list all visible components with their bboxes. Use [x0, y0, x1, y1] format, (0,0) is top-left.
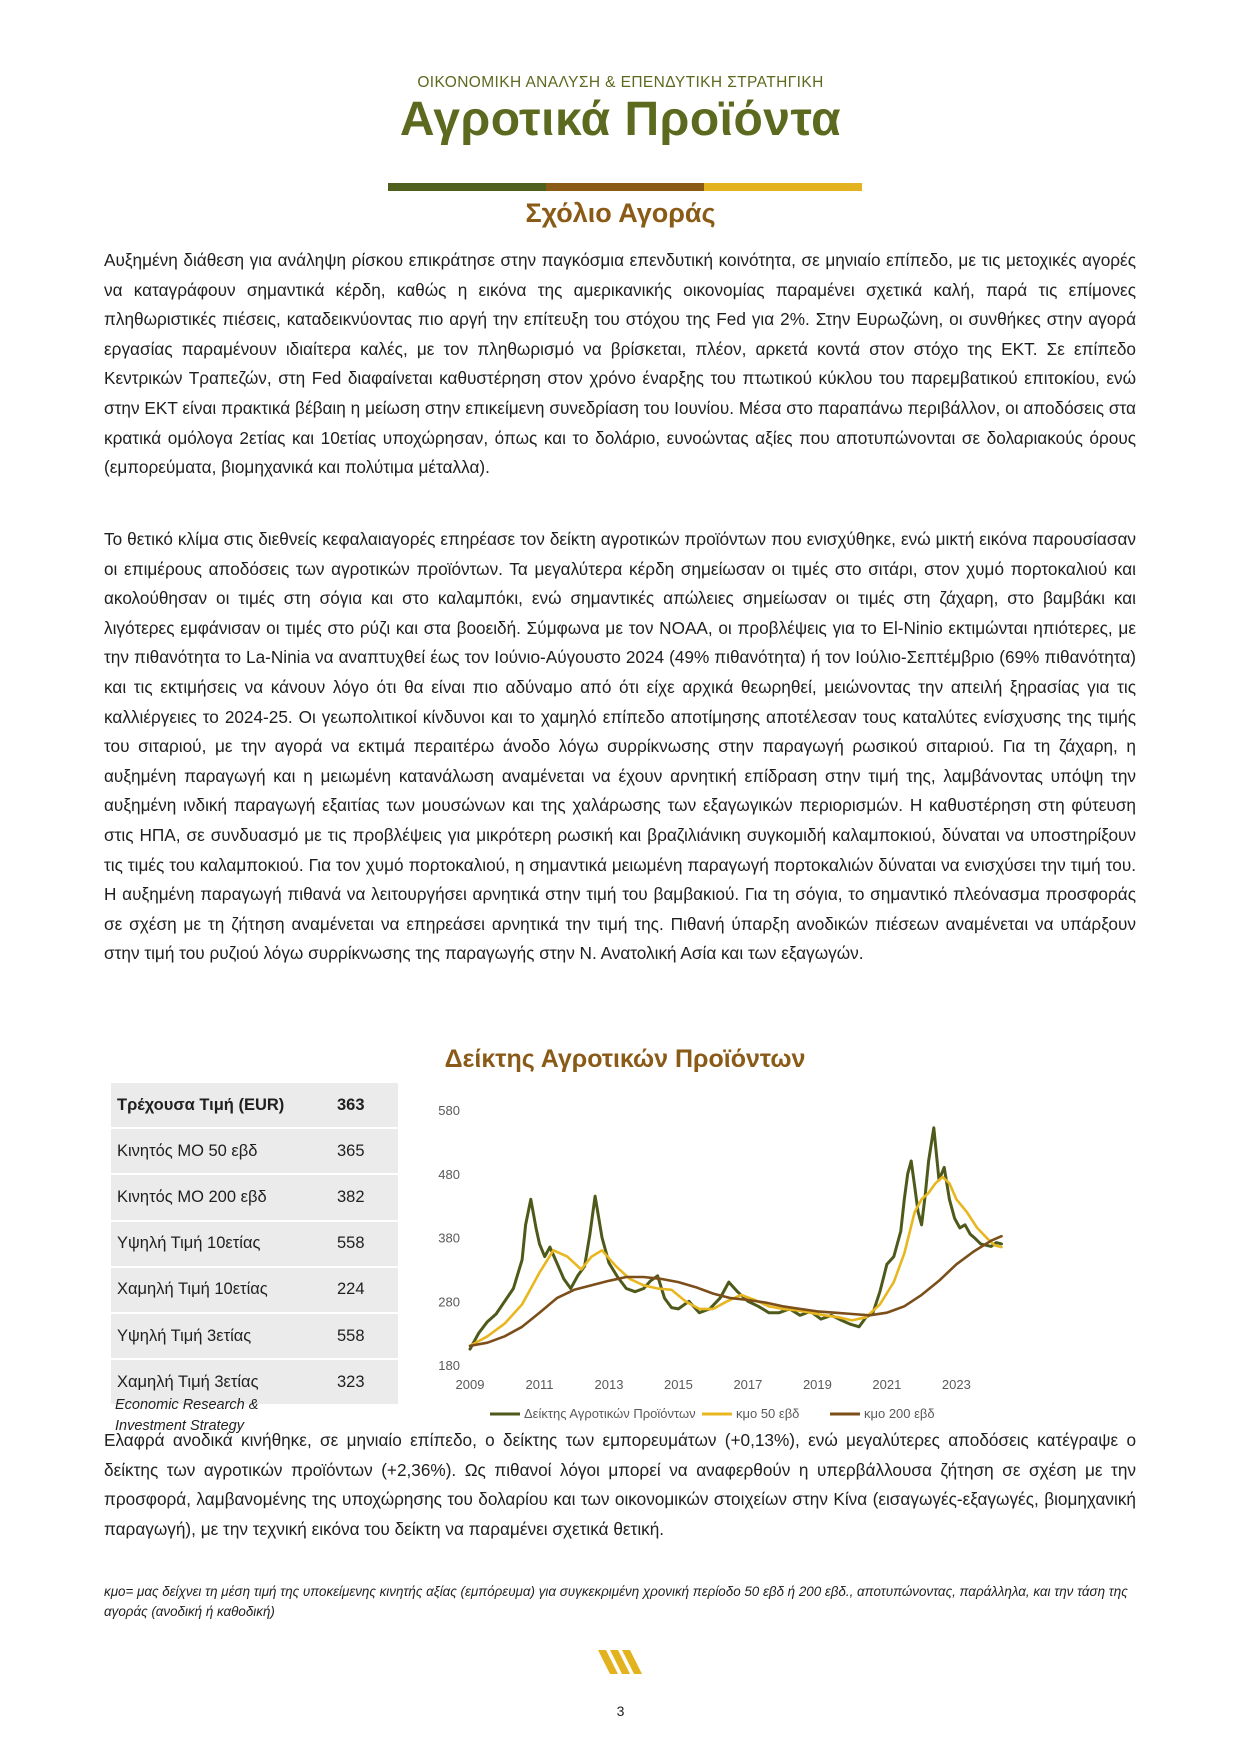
- stat-label: Κινητός ΜΟ 50 εβδ: [117, 1141, 258, 1160]
- y-tick-label: 380: [438, 1230, 460, 1246]
- title-rule-segment-1: [388, 183, 546, 191]
- stat-value: 558: [337, 1234, 365, 1253]
- page-title: Αγροτικά Προϊόντα: [399, 93, 842, 146]
- stat-value: 323: [337, 1372, 365, 1391]
- stat-label: Χαμηλή Τιμή 3ετίας: [117, 1372, 259, 1391]
- section-title: Σχόλιο Αγοράς: [525, 198, 716, 228]
- paragraph-agricultural-outlook: Το θετικό κλίμα στις διεθνείς κεφαλαιαγορές επηρέασε τον δείκτη αγροτικών προϊόντων που ενισχύθηκε, ενώ μικτή εικόνα παρουσίασαν οι επιμέρους αποδόσεις των αγροτικών προϊόντων. Τα μεγαλύτερα κέρδη σημείωσαν οι τιμές στο σιτάρι, στον χυμό πορτοκαλιού και ακολούθησαν οι τιμές στη σόγια και στο καλαμπόκι, ενώ σημαντικές απώλειες σημείωσαν οι τιμές στη ζάχαρη, στο βαμβάκι και λιγότερες εμφάνισαν οι τιμές στο ρύζι και στα βοοειδή. Σύμφωνα με τον NOAA, οι προβλέψεις για το El-Ninio εκτιμώνται ηπιότερες, με την πιθανότητα το La-Ninia να αναπτυχθεί έως τον Ιούνιο-Αύγουστο 2024 (49% πιθανότητα) ή τον Ιούλιο-Σεπτέμβριο (69% πιθανότητα) και τις εκτιμήσεις να κάνουν λόγο ότι θα είναι πιο αδύναμο από ότι είχε αρχικά θεωρηθεί, μειώνοντας την απειλή ξηρασίας για τις καλλιέργειες το 2024-25. Οι γεωπολιτικοί κίνδυνοι και το χαμηλό επίπεδο αποτίμησης αποτέλεσαν τους καταλύτες ενίσχυσης της τιμής του σιταριού, με την αγορά να εκτιμά περαιτέρω άνοδο λόγω συρρίκνωσης στην παραγωγή ρωσικού σιταριού. Για τη ζάχαρη, η αυξημένη παραγωγή και η μειωμένη κατανάλωση αναμένεται να έχουν αρνητική επίδραση στην τιμή της, λαμβάνοντας υπόψη την αυξημένη ινδική παραγωγή εξαιτίας των μουσώνων και της χαλάρωσης των εξαγωγικών περιορισμών. Η καθυστέρηση στη φύτευση στις ΗΠΑ, σε συνδυασμό με τις προβλέψεις για μικρότερη ρωσική και βραζιλιάνικη συγκομιδή καλαμποκιού, δύναται να υποστηρίξουν τις τιμές του καλαμποκιού. Για τον χυμό πορτοκαλιού, η σημαντικά μειωμένη παραγωγή πορτοκαλιών δύναται να ενισχύσει την τιμή του. Η αυξημένη παραγωγή πιθανά να λειτουργήσει αρνητικά στην τιμή του βαμβακιού. Για τη σόγια, το σημαντικό πλεόνασμα προσφοράς σε σχέση με τη ζήτηση αναμένεται να επηρεάσει αρνητικά την τιμή της. Πιθανή ύπαρξη ανοδικών πιέσεων αναμένεται να υπάρξουν στην τιμή του ρυζιού λόγω συρρίκνωσης της παραγωγής στην Ν. Ανατολική Ασία και των εξαγωγών.: [104, 529, 1136, 964]
- stat-row: [111, 1222, 398, 1268]
- stat-value: 363: [337, 1095, 365, 1114]
- stat-value: 382: [337, 1187, 365, 1206]
- legend-label: Δείκτης Αγροτικών Προϊόντων: [524, 1406, 696, 1421]
- stat-value: 558: [337, 1326, 365, 1345]
- stat-label: Κινητός ΜΟ 200 εβδ: [117, 1187, 267, 1206]
- y-tick-label: 280: [438, 1294, 460, 1310]
- page-number: 3: [616, 1703, 625, 1719]
- chart-title: Δείκτης Αγροτικών Προϊόντων: [444, 1045, 806, 1073]
- stat-label: Υψηλή Τιμή 10ετίας: [117, 1234, 261, 1253]
- series-line-2: [470, 1177, 1002, 1346]
- stat-row: [111, 1083, 398, 1129]
- stat-label: Χαμηλή Τιμή 10ετίας: [117, 1280, 268, 1299]
- y-tick-label: 480: [438, 1166, 460, 1182]
- y-tick-label: 180: [438, 1358, 460, 1373]
- stat-row: [111, 1175, 398, 1221]
- stat-label: Τρέχουσα Τιμή (EUR): [117, 1095, 285, 1114]
- stat-label: Υψηλή Τιμή 3ετίας: [117, 1326, 252, 1345]
- x-tick-label: 2013: [594, 1377, 624, 1392]
- x-tick-label: 2009: [455, 1377, 485, 1392]
- x-tick-label: 2019: [802, 1377, 832, 1392]
- legend-label: κμο 50 εβδ: [736, 1406, 800, 1421]
- x-tick-label: 2021: [872, 1377, 902, 1392]
- stat-row: [111, 1129, 398, 1175]
- report-kicker: ΟΙΚΟΝΟΜΙΚΗ ΑΝΑΛΥΣΗ & ΕΠΕΝΔΥΤΙΚΗ ΣΤΡΑΤΗΓΙΚΗ: [417, 74, 824, 91]
- series-line-1: [470, 1128, 1002, 1349]
- source-line-2: Investment Strategy: [115, 1418, 244, 1434]
- stat-row: [111, 1314, 398, 1360]
- y-tick-label: 580: [438, 1103, 460, 1118]
- brand-stripes-icon: [598, 1650, 646, 1674]
- x-tick-label: 2017: [733, 1377, 763, 1392]
- title-rule-segment-2: [546, 183, 704, 191]
- stat-value: 365: [337, 1141, 365, 1160]
- paragraph-index-performance: Ελαφρά ανοδικά κινήθηκε, σε μηνιαίο επίπεδο, ο δείκτης των εμπορευμάτων (+0,13%), ενώ μεγαλύτερες αποδόσεις κατέγραψε ο δείκτης των αγροτικών προϊόντων (+2,36%). Ως πιθανοί λόγοι μπορεί να αναφερθούν η υπερβάλλουσα ζήτηση σε σχέση με την προσφορά, λαμβανομένης της υποχώρησης του δολαρίου και των οικονομικών στοιχείων στην Κίνα (εισαγωγές-εξαγωγές, βιομηχανική παραγωγή), με την τεχνική εικόνα του δείκτη να παραμένει σχετικά θετική.: [104, 1430, 1136, 1539]
- paragraph-market-commentary: Αυξημένη διάθεση για ανάληψη ρίσκου επικράτησε στην παγκόσμια επενδυτική κοινότητα, σε μηνιαίο επίπεδο, με τις μετοχικές αγορές να καταγράφουν σημαντικά κέρδη, καθώς η εικόνα της αμερικανικής οικονομίας παραμένει σχετικά καλή, παρά τις επίμονες πληθωριστικές πιέσεις, καταδεικνύοντας πιο αργή την επίτευξη του στόχου της Fed για 2%. Στην Ευρωζώνη, οι συνθήκες στην αγορά εργασίας παραμένουν ιδιαίτερα καλές, με τον πληθωρισμό να βρίσκεται, πλέον, αρκετά κοντά στον στόχο της ΕΚΤ. Σε επίπεδο Κεντρικών Τραπεζών, στη Fed διαφαίνεται καθυστέρηση στον χρόνο έναρξης του πτωτικού κύκλου του παρεμβατικού επιτοκίου, ενώ στην ΕΚΤ είναι πρακτικά βέβαιη η μείωση στην επικείμενη συνεδρίαση του Ιουνίου. Μέσα στο παραπάνω περιβάλλον, οι αποδόσεις στα κρατικά ομόλογα 2ετίας και 10ετίας υποχώρησαν, όπως και το δολάριο, ευνοώντας αξίες που αποτυπώνονται σε δολαριακούς όρους (εμπορεύματα, βιομηχανικά και πολύτιμα μέταλλα).: [104, 250, 1136, 478]
- agri-index-chart: [420, 1080, 1020, 1440]
- source-line-1: Economic Research &: [115, 1397, 259, 1413]
- stat-value: 224: [337, 1280, 365, 1299]
- stats-table: [111, 1083, 398, 1404]
- stat-row: [111, 1268, 398, 1314]
- x-tick-label: 2015: [663, 1377, 693, 1392]
- footnote: κμο= μας δείχνει τη μέση τιμή της υποκείμενης κινητής αξίας (εμπόρευμα) για συγκεκριμένη χρονική περίοδο 50 εβδ ή 200 εβδ., αποτυπώνοντας, παράλληλα, και την τάση της αγοράς (ανοδική ή καθοδική): [104, 1584, 1128, 1619]
- legend-label: κμο 200 εβδ: [864, 1406, 935, 1421]
- x-tick-label: 2011: [525, 1377, 554, 1392]
- title-rule-segment-3: [704, 183, 862, 191]
- x-tick-label: 2023: [941, 1377, 971, 1392]
